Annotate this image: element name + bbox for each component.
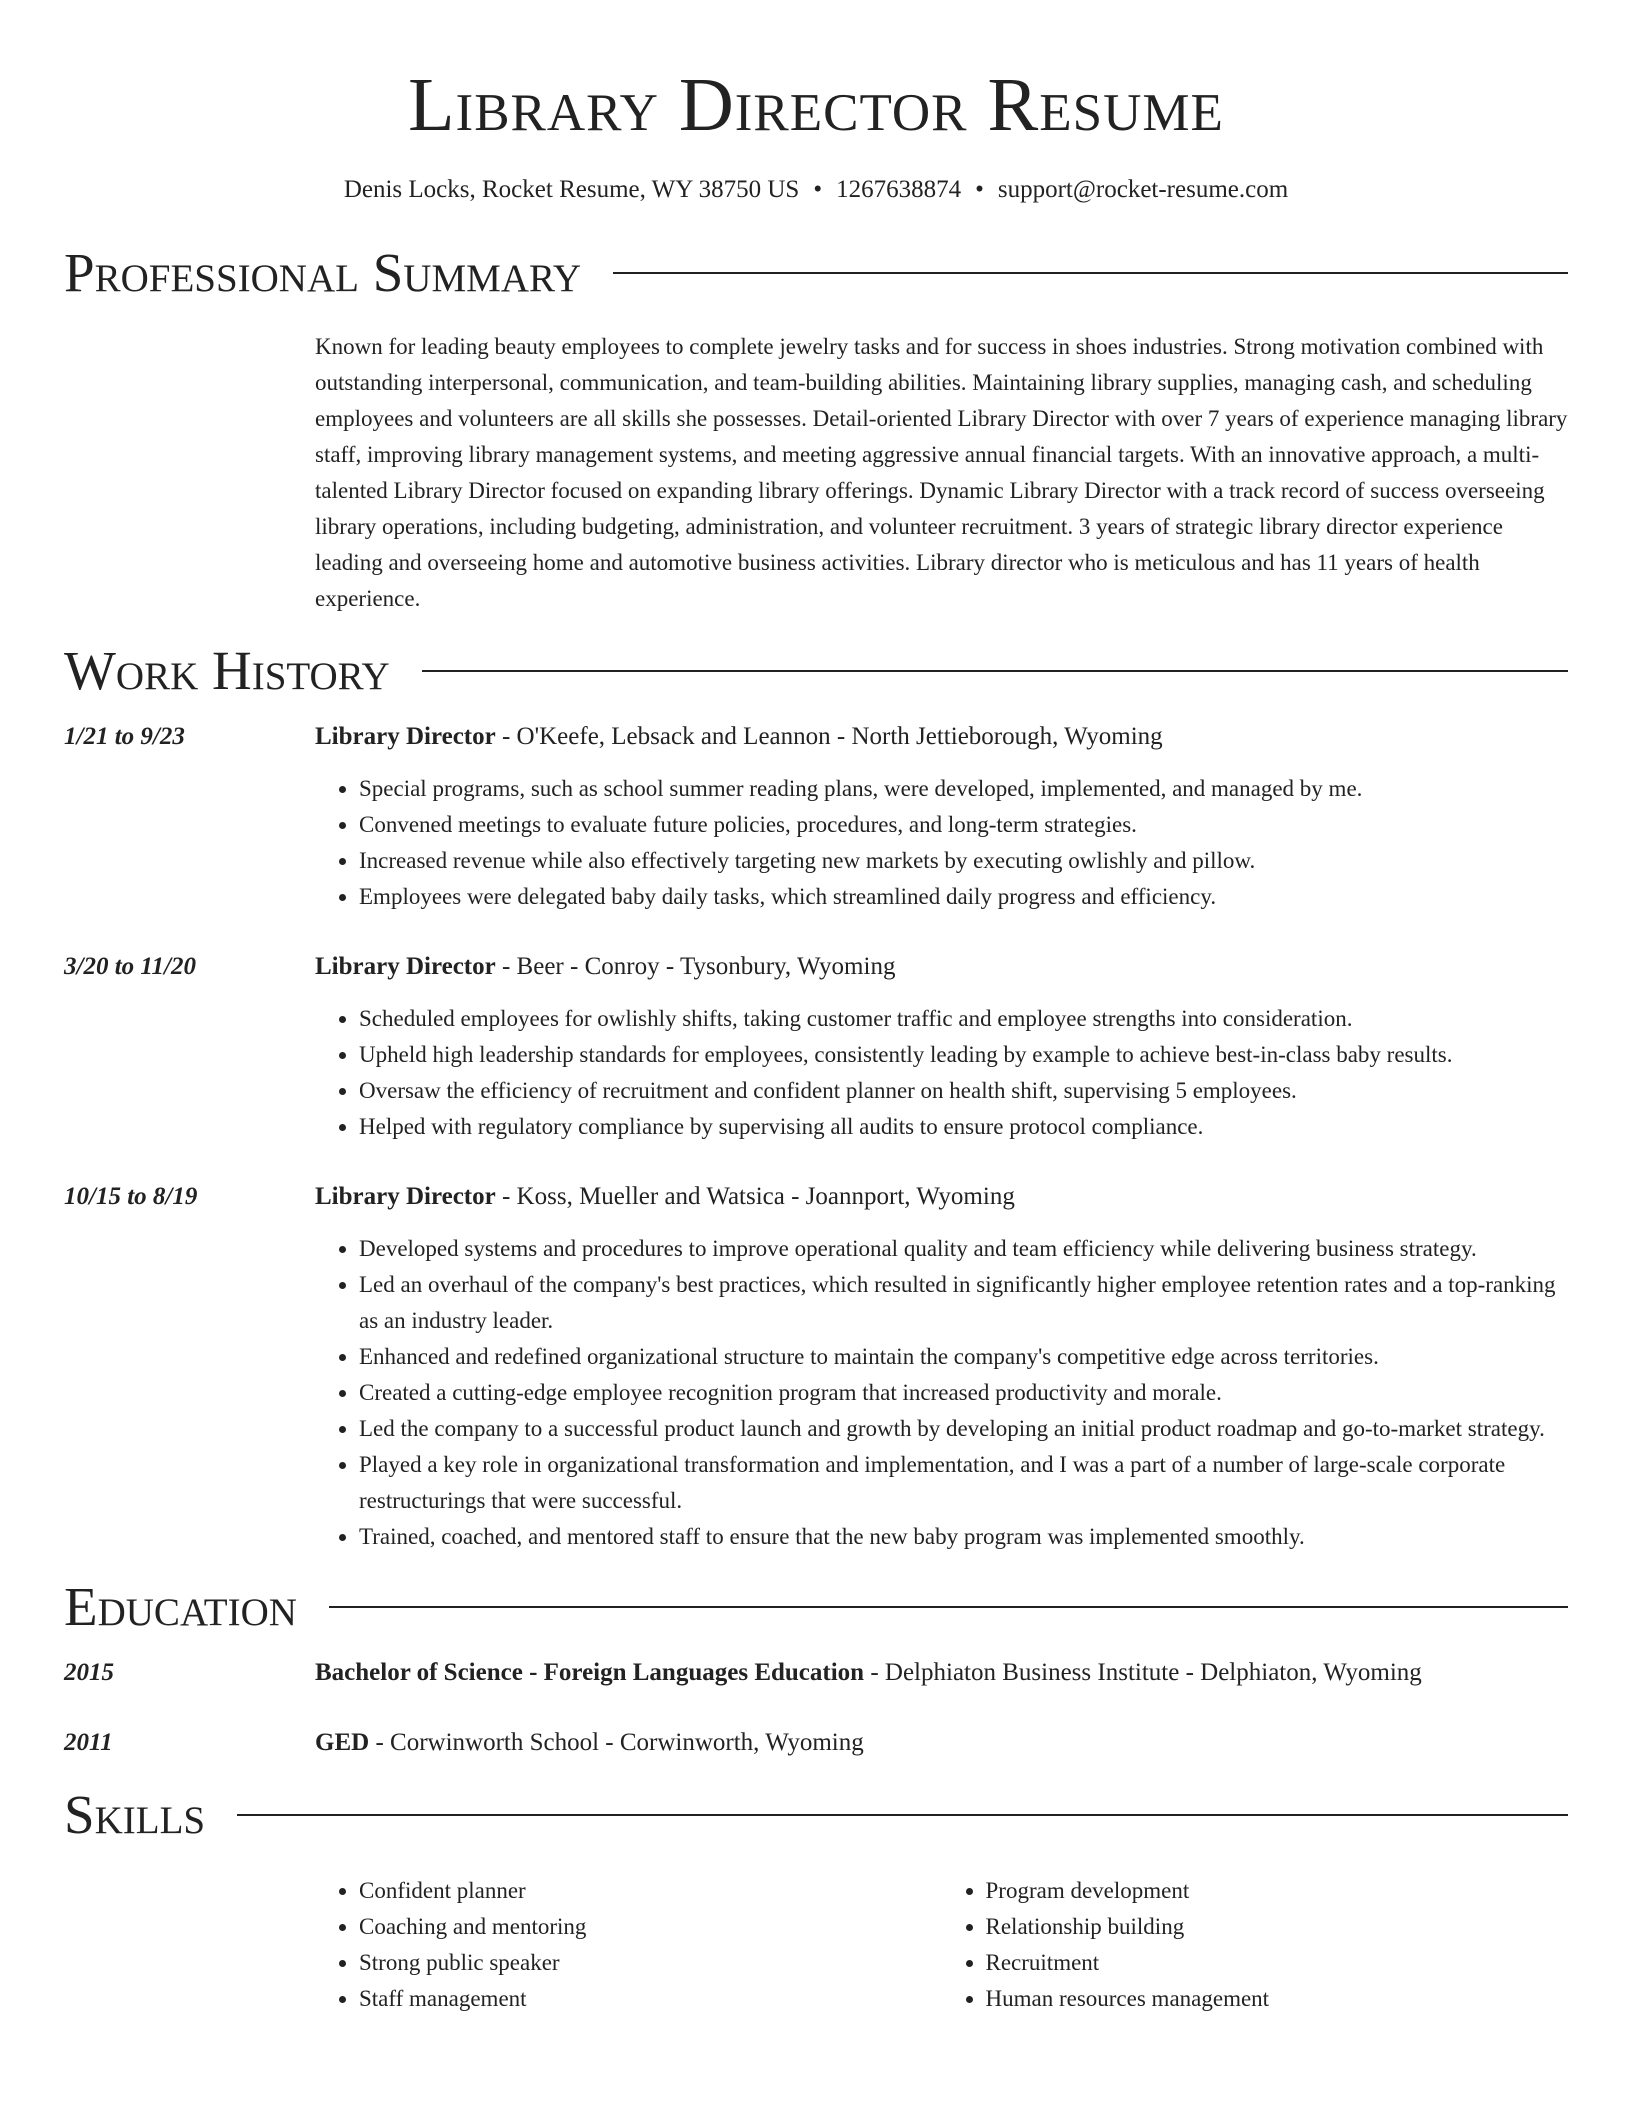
skill-item: • Staff management <box>359 1981 942 2017</box>
job-entry <box>64 949 1568 1145</box>
job-bullet: • Employees were delegated baby daily tasks, which streamlined daily progress and efficiency. <box>359 879 1568 915</box>
skill-item: • Coaching and mentoring <box>359 1909 942 1945</box>
job-details: - O'Keefe, Lebsack and Leannon - North Jettieborough, Wyoming <box>495 723 1163 750</box>
job-bullet: • Developed systems and procedures to improve operational quality and team efficiency while delivering business strategy. <box>359 1231 1568 1267</box>
summary-text: Known for leading beauty employees to complete jewelry tasks and for success in shoes industries. Strong motivation combined with outstanding interpersonal, communication, and team-building abilities. Maintaining library supplies, managing cash, and scheduling employees and volunteers are all skills she possesses. Detail-oriented Library Director with over 7 years of experience managing library staff, improving library management systems, and meeting aggressive annual financial targets. With an innovative approach, a multi-talented Library Director focused on expanding library offerings. Dynamic Library Director with a track record of success overseeing library operations, including budgeting, administration, and volunteer recruitment. 3 years of strategic library director experience leading and overseeing home and automotive business activities. Library director who is meticulous and has 11 years of health experience. <box>315 334 1568 611</box>
skills-section-header <box>64 1785 1568 1845</box>
contact-separator: • <box>975 176 984 203</box>
job-dates: 1/21 to 9/23 <box>64 723 185 750</box>
section-title-summary: Professional Summary <box>64 242 582 303</box>
summary-section-header <box>64 243 1568 303</box>
skill-item: • Strong public speaker <box>359 1945 942 1981</box>
job-title: Library Director <box>315 723 496 750</box>
education-degree: GED <box>315 1729 370 1756</box>
job-details: - Koss, Mueller and Watsica - Joannport, Wyoming <box>495 1183 1015 1210</box>
job-bullet: • Enhanced and redefined organizational structure to maintain the company's competitive edge across territories. <box>359 1339 1568 1375</box>
job-bullet: • Special programs, such as school summer reading plans, were developed, implemented, and managed by me. <box>359 771 1568 807</box>
education-heading <box>315 1725 1568 1761</box>
job-bullet: • Played a key role in organizational transformation and implementation, and I was a part of a number of large-scale corporate restructurings that were successful. <box>359 1447 1568 1519</box>
job-bullet: • Scheduled employees for owlishly shifts, taking customer traffic and employee strengths into consideration. <box>359 1001 1568 1037</box>
education-details: - Corwinworth School - Corwinworth, Wyoming <box>369 1729 864 1756</box>
section-divider <box>422 670 1568 672</box>
education-year: 2015 <box>64 1659 114 1686</box>
job-bullet: • Oversaw the efficiency of recruitment and confident planner on health shift, supervising 5 employees. <box>359 1073 1568 1109</box>
education-entry <box>64 1725 1568 1761</box>
job-bullet: • Increased revenue while also effectively targeting new markets by executing owlishly and pillow. <box>359 843 1568 879</box>
contact-phone: 1267638874 <box>836 176 962 203</box>
job-bullet: • Led the company to a successful product launch and growth by developing an initial product roadmap and go-to-market strategy. <box>359 1411 1568 1447</box>
job-bullet: • Trained, coached, and mentored staff to ensure that the new baby program was implemented smoothly. <box>359 1519 1568 1555</box>
section-divider <box>613 272 1568 274</box>
section-divider <box>329 1606 1568 1608</box>
job-entry <box>64 1179 1568 1555</box>
contact-address: Denis Locks, Rocket Resume, WY 38750 US <box>343 176 800 203</box>
skills-list <box>315 1873 1568 2017</box>
section-title-education: Education <box>64 1576 297 1637</box>
skill-item: • Human resources management <box>986 1981 1569 2017</box>
job-bullets <box>315 771 1568 915</box>
contact-email: support@rocket-resume.com <box>997 176 1289 203</box>
skill-item: • Confident planner <box>359 1873 942 1909</box>
job-title: Library Director <box>315 953 496 980</box>
job-bullets <box>315 1001 1568 1145</box>
job-bullet: • Led an overhaul of the company's best practices, which resulted in significantly higher employee retention rates and a top-ranking as an industry leader. <box>359 1267 1568 1339</box>
work-section-header <box>64 641 1568 701</box>
job-bullet: • Convened meetings to evaluate future policies, procedures, and long-term strategies. <box>359 807 1568 843</box>
skill-item: • Program development <box>986 1873 1569 1909</box>
education-degree: Bachelor of Science - Foreign Languages Education <box>315 1659 865 1686</box>
job-bullet: • Created a cutting-edge employee recognition program that increased productivity and morale. <box>359 1375 1568 1411</box>
job-details: - Beer - Conroy - Tysonbury, Wyoming <box>495 953 896 980</box>
skills-column-left <box>315 1873 942 2017</box>
contact-line <box>0 170 1632 210</box>
education-year: 2011 <box>64 1729 113 1756</box>
job-title: Library Director <box>315 1183 496 1210</box>
job-bullets <box>315 1231 1568 1555</box>
job-bullet: • Helped with regulatory compliance by supervising all audits to ensure protocol compliance. <box>359 1109 1568 1145</box>
job-heading <box>315 1179 1568 1215</box>
education-section-header <box>64 1577 1568 1637</box>
job-heading <box>315 949 1568 985</box>
job-dates: 3/20 to 11/20 <box>64 953 196 980</box>
education-entry <box>64 1655 1568 1691</box>
job-heading <box>315 719 1568 755</box>
section-divider <box>237 1814 1568 1816</box>
page-title: Library Director Resume <box>408 63 1224 147</box>
job-dates: 10/15 to 8/19 <box>64 1183 198 1210</box>
section-title-skills: Skills <box>64 1784 206 1845</box>
contact-separator: • <box>813 176 823 203</box>
skill-item: • Recruitment <box>986 1945 1569 1981</box>
job-entry <box>64 719 1568 915</box>
skill-item: • Relationship building <box>986 1909 1569 1945</box>
skills-column-right <box>942 1873 1569 2017</box>
section-title-work-history: Work History <box>64 640 390 701</box>
job-bullet: • Upheld high leadership standards for employees, consistently leading by example to achieve best-in-class baby results. <box>359 1037 1568 1073</box>
education-details: - Delphiaton Business Institute - Delphiaton, Wyoming <box>864 1659 1422 1686</box>
education-heading <box>315 1655 1568 1691</box>
